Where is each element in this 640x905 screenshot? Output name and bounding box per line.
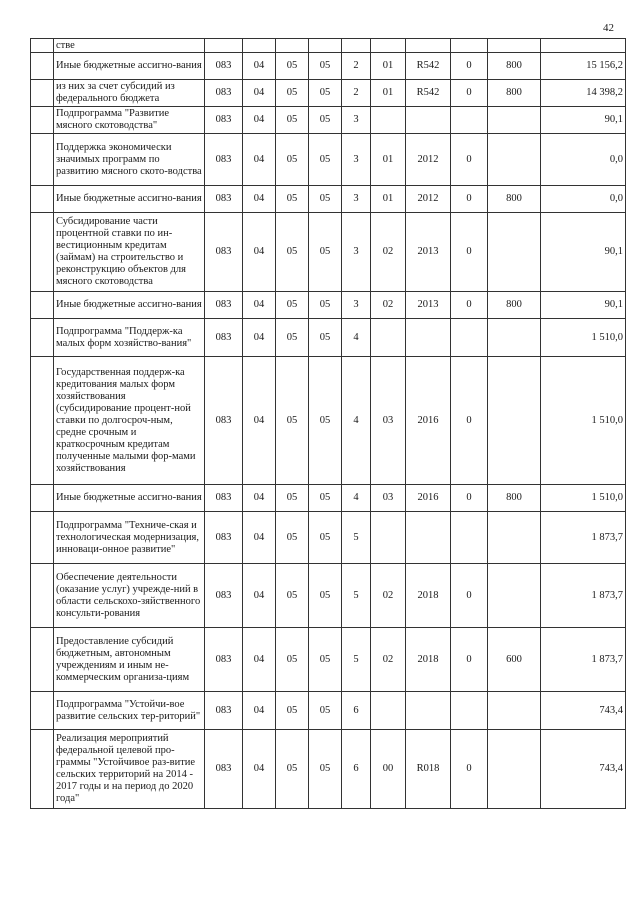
row-code-cell: 05 [276,292,309,319]
row-code-cell: 01 [371,186,406,213]
row-code-cell: 04 [243,80,276,107]
row-code-cell: 2013 [406,213,451,292]
row-code-cell: 0 [451,485,488,512]
row-amount-cell: 1 873,7 [541,512,626,564]
row-code-cell: 04 [243,692,276,730]
row-code-cell: 05 [309,564,342,628]
row-code-cell: 083 [205,80,243,107]
row-code-cell: 05 [309,485,342,512]
row-marker-cell [31,357,54,485]
row-code-cell: 0 [451,53,488,80]
row-code-cell: 02 [371,213,406,292]
row-code-cell: 083 [205,213,243,292]
row-code-cell: 05 [276,80,309,107]
row-amount-cell: 14 398,2 [541,80,626,107]
row-code-cell: 083 [205,485,243,512]
row-name-cell: Государственная поддерж-ка кредитования малых форм хозяйствования (субсидирование процент-ной ставки по долгосроч-ным, средне срочным и краткосрочным кредитам полученные малыми фор-мами хозяйствования [54,357,205,485]
row-code-cell [451,692,488,730]
table-row [31,692,626,730]
row-code-cell: 05 [276,53,309,80]
row-code-cell: 2018 [406,628,451,692]
row-code-cell: 0 [451,80,488,107]
table-row [31,512,626,564]
row-code-cell: 05 [309,692,342,730]
row-code-cell: 05 [309,730,342,809]
row-code-cell: 05 [309,213,342,292]
row-code-cell: 2018 [406,564,451,628]
row-amount-cell: 90,1 [541,292,626,319]
row-marker-cell [31,134,54,186]
row-name-cell: Подпрограмма "Поддерж-ка малых форм хозяйство-вания" [54,319,205,357]
row-code-cell: 01 [371,53,406,80]
row-code-cell: 05 [309,134,342,186]
row-code-cell: 4 [342,319,371,357]
table-row [31,357,626,485]
table-row [31,628,626,692]
row-code-cell: 05 [309,512,342,564]
row-code-cell: 04 [243,134,276,186]
row-code-cell: 04 [243,628,276,692]
row-code-cell: 00 [371,730,406,809]
row-code-cell: 01 [371,134,406,186]
row-name-cell: Предоставление субсидий бюджетным, автономным учреждениям и иным не-коммерческим организа-циям [54,628,205,692]
row-code-cell: 04 [243,213,276,292]
table-row [31,80,626,107]
row-code-cell: 05 [309,107,342,134]
row-amount-cell: 90,1 [541,107,626,134]
row-code-cell: 5 [342,564,371,628]
row-marker-cell [31,186,54,213]
row-code-cell [371,39,406,53]
row-code-cell: 05 [276,628,309,692]
row-amount-cell: 743,4 [541,692,626,730]
row-marker-cell [31,628,54,692]
row-amount-cell: 0,0 [541,186,626,213]
table-row [31,39,626,53]
row-code-cell: 05 [309,319,342,357]
row-code-cell: 04 [243,485,276,512]
row-code-cell: 0 [451,186,488,213]
row-code-cell: R542 [406,80,451,107]
row-code-cell: 6 [342,730,371,809]
row-code-cell [406,692,451,730]
row-code-cell: 05 [276,512,309,564]
row-marker-cell [31,512,54,564]
table-row [31,53,626,80]
row-code-cell [243,39,276,53]
row-code-cell: 0 [451,213,488,292]
row-marker-cell [31,692,54,730]
row-name-cell: Субсидирование части процентной ставки по ин-вестиционным кредитам (займам) на строительство и реконструкцию объектов для мясного скотоводства [54,213,205,292]
row-code-cell [342,39,371,53]
row-code-cell: 05 [309,80,342,107]
row-code-cell [488,730,541,809]
row-amount-cell: 1 510,0 [541,485,626,512]
row-code-cell: 01 [371,80,406,107]
row-code-cell: 05 [276,564,309,628]
table-row [31,564,626,628]
row-code-cell: 4 [342,485,371,512]
row-code-cell: 4 [342,357,371,485]
row-code-cell: 083 [205,134,243,186]
row-name-cell: Иные бюджетные ассигно-вания [54,186,205,213]
row-name-cell: Иные бюджетные ассигно-вания [54,485,205,512]
row-code-cell: 03 [371,357,406,485]
row-code-cell: 2 [342,53,371,80]
table-row [31,107,626,134]
row-code-cell: 05 [276,134,309,186]
table-row [31,186,626,213]
row-code-cell: 05 [309,53,342,80]
row-code-cell [406,107,451,134]
row-code-cell [371,319,406,357]
row-code-cell: 04 [243,107,276,134]
row-code-cell: 0 [451,357,488,485]
row-amount-cell: 15 156,2 [541,53,626,80]
row-code-cell: 0 [451,628,488,692]
row-code-cell: 5 [342,512,371,564]
row-code-cell: 083 [205,107,243,134]
row-code-cell: 3 [342,107,371,134]
table-row [31,213,626,292]
row-code-cell: 2016 [406,357,451,485]
row-amount-cell: 0,0 [541,134,626,186]
row-code-cell: 083 [205,730,243,809]
row-code-cell: 083 [205,692,243,730]
table-row [31,319,626,357]
row-code-cell [451,319,488,357]
row-code-cell: 05 [309,357,342,485]
row-code-cell: 05 [276,186,309,213]
row-code-cell [371,692,406,730]
row-name-cell: Подпрограмма "Устойчи-вое развитие сельских тер-риторий" [54,692,205,730]
row-code-cell: 083 [205,53,243,80]
row-name-cell: Поддержка экономически значимых программ по развитию мясного ското-водства [54,134,205,186]
row-code-cell: 800 [488,53,541,80]
row-name-cell: из них за счет субсидий из федерального бюджета [54,80,205,107]
row-code-cell [406,39,451,53]
page-number: 42 [603,22,614,34]
row-name-cell: стве [54,39,205,53]
row-marker-cell [31,292,54,319]
row-code-cell: 02 [371,292,406,319]
row-code-cell: 3 [342,213,371,292]
row-code-cell [488,564,541,628]
row-code-cell: 02 [371,628,406,692]
table-row [31,292,626,319]
row-code-cell: 600 [488,628,541,692]
row-code-cell: 05 [276,730,309,809]
row-code-cell: 05 [309,186,342,213]
row-marker-cell [31,39,54,53]
table-row [31,134,626,186]
row-code-cell: 04 [243,730,276,809]
row-code-cell: R542 [406,53,451,80]
row-name-cell: Реализация мероприятий федеральной целевой про-граммы "Устойчивое раз-витие сельских территорий на 2014 - 2017 годы и на период до 2020 года" [54,730,205,809]
row-code-cell [451,512,488,564]
row-code-cell [488,39,541,53]
table-row [31,730,626,809]
row-code-cell: 04 [243,512,276,564]
row-code-cell: 0 [451,134,488,186]
row-code-cell: 05 [276,213,309,292]
row-code-cell: R018 [406,730,451,809]
row-code-cell: 05 [309,628,342,692]
row-code-cell: 04 [243,319,276,357]
row-code-cell: 04 [243,357,276,485]
row-code-cell: 04 [243,292,276,319]
row-code-cell [371,107,406,134]
row-code-cell [371,512,406,564]
row-code-cell: 6 [342,692,371,730]
row-amount-cell: 1 510,0 [541,319,626,357]
row-name-cell: Иные бюджетные ассигно-вания [54,292,205,319]
row-amount-cell: 90,1 [541,213,626,292]
row-marker-cell [31,80,54,107]
row-amount-cell: 743,4 [541,730,626,809]
row-code-cell: 3 [342,186,371,213]
row-code-cell: 03 [371,485,406,512]
row-marker-cell [31,485,54,512]
row-code-cell: 2016 [406,485,451,512]
row-code-cell: 2012 [406,186,451,213]
row-marker-cell [31,319,54,357]
row-name-cell: Иные бюджетные ассигно-вания [54,53,205,80]
row-code-cell: 05 [276,357,309,485]
budget-table [30,38,626,809]
row-code-cell: 04 [243,53,276,80]
row-code-cell: 083 [205,564,243,628]
budget-table-body [31,39,626,809]
row-code-cell [488,213,541,292]
row-code-cell: 3 [342,134,371,186]
row-amount-cell: 1 873,7 [541,564,626,628]
row-code-cell: 0 [451,730,488,809]
row-code-cell: 083 [205,292,243,319]
row-code-cell: 800 [488,80,541,107]
row-code-cell [451,39,488,53]
row-code-cell [488,692,541,730]
row-amount-cell: 1 510,0 [541,357,626,485]
row-code-cell [488,319,541,357]
row-code-cell [276,39,309,53]
row-code-cell [406,512,451,564]
row-code-cell: 04 [243,564,276,628]
row-code-cell: 083 [205,628,243,692]
row-marker-cell [31,564,54,628]
row-code-cell: 800 [488,485,541,512]
row-code-cell [309,39,342,53]
row-code-cell: 05 [309,292,342,319]
row-code-cell: 05 [276,485,309,512]
row-code-cell: 0 [451,292,488,319]
row-code-cell: 05 [276,107,309,134]
row-code-cell: 2012 [406,134,451,186]
row-code-cell: 0 [451,564,488,628]
row-code-cell: 05 [276,692,309,730]
row-amount-cell [541,39,626,53]
row-marker-cell [31,730,54,809]
row-code-cell [205,39,243,53]
row-marker-cell [31,53,54,80]
row-code-cell: 3 [342,292,371,319]
row-code-cell: 083 [205,512,243,564]
row-name-cell: Обеспечение деятельности (оказание услуг) учрежде-ний в области сельскохо-зяйственного консульти-рования [54,564,205,628]
row-code-cell [488,512,541,564]
row-name-cell: Подпрограмма "Развитие мясного скотоводства" [54,107,205,134]
row-code-cell: 800 [488,186,541,213]
row-code-cell [406,319,451,357]
row-code-cell [488,107,541,134]
row-amount-cell: 1 873,7 [541,628,626,692]
row-code-cell: 800 [488,292,541,319]
row-code-cell: 02 [371,564,406,628]
row-code-cell [451,107,488,134]
row-name-cell: Подпрограмма "Техниче-ская и технологическая модернизация, инноваци-онное развитие" [54,512,205,564]
row-code-cell: 2013 [406,292,451,319]
row-marker-cell [31,213,54,292]
row-code-cell: 083 [205,319,243,357]
row-code-cell: 083 [205,357,243,485]
row-code-cell [488,134,541,186]
row-code-cell: 5 [342,628,371,692]
row-code-cell: 083 [205,186,243,213]
table-row [31,485,626,512]
row-marker-cell [31,107,54,134]
row-code-cell: 04 [243,186,276,213]
row-code-cell: 05 [276,319,309,357]
row-code-cell: 2 [342,80,371,107]
row-code-cell [488,357,541,485]
